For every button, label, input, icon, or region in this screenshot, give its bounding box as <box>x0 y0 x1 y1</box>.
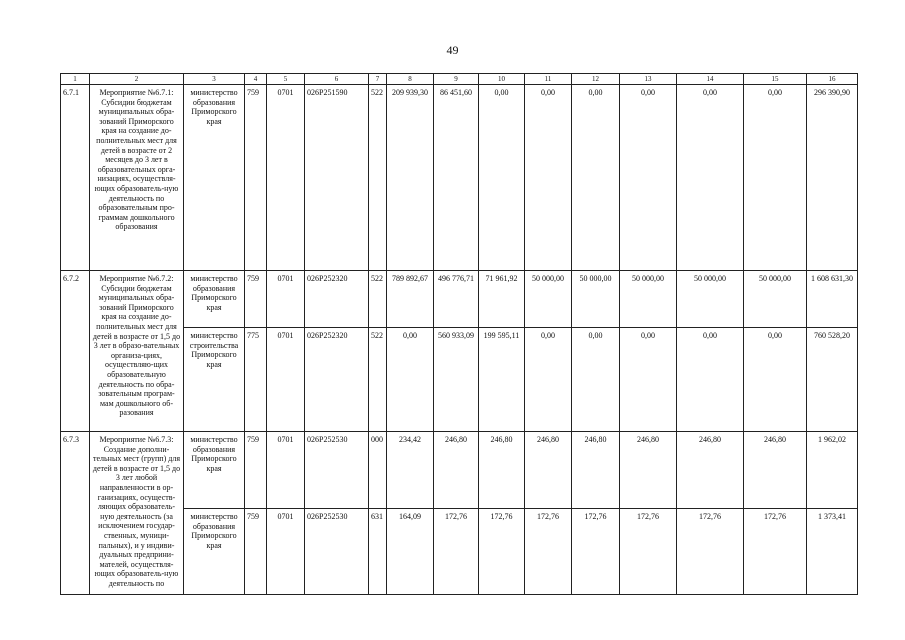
target-article-code: 026P252530 <box>305 432 369 509</box>
year-value: 71 961,92 <box>479 271 525 328</box>
executor-name: министерство образования Приморского края <box>184 432 245 509</box>
section-code: 0701 <box>267 432 305 509</box>
year-value: 172,76 <box>572 509 620 595</box>
col-num-8: 8 <box>387 74 434 85</box>
executor-name: министерство образования Приморского края <box>184 85 245 271</box>
target-article-code: 026P251590 <box>305 85 369 271</box>
col-num-7: 7 <box>369 74 387 85</box>
year-value: 0,00 <box>677 85 744 271</box>
year-value: 560 933,09 <box>434 328 479 432</box>
year-value: 246,80 <box>677 432 744 509</box>
col-num-2: 2 <box>90 74 184 85</box>
table-row <box>61 271 858 328</box>
year-value: 50 000,00 <box>525 271 572 328</box>
page-number: 49 <box>446 43 459 57</box>
executor-name: министерство образования Приморского края <box>184 509 245 595</box>
year-value: 234,42 <box>387 432 434 509</box>
year-value: 172,76 <box>677 509 744 595</box>
col-num-15: 15 <box>744 74 807 85</box>
year-value: 172,76 <box>479 509 525 595</box>
year-value: 496 776,71 <box>434 271 479 328</box>
year-value: 164,09 <box>387 509 434 595</box>
year-value: 246,80 <box>479 432 525 509</box>
section-code: 0701 <box>267 509 305 595</box>
year-value: 246,80 <box>572 432 620 509</box>
year-value: 246,80 <box>620 432 677 509</box>
target-article-code: 026P252320 <box>305 328 369 432</box>
measure-name: Мероприятие №6.7.1: Субсидии бюджетам муниципальных обра-зований Приморского края на создание до-полнительных мест для детей в возрасте от 2 месяцев до 3 лет в образовательных орга-низациях, осуществля-ющих образователь-ную деятельность по образовательным про-граммам дошкольного образования <box>90 85 184 271</box>
measure-number: 6.7.1 <box>61 85 90 271</box>
measure-number: 6.7.3 <box>61 432 90 595</box>
expense-type-code: 522 <box>369 328 387 432</box>
year-value: 0,00 <box>479 85 525 271</box>
col-num-14: 14 <box>677 74 744 85</box>
expense-type-code: 522 <box>369 271 387 328</box>
col-num-12: 12 <box>572 74 620 85</box>
col-num-1: 1 <box>61 74 90 85</box>
ministry-code: 759 <box>245 271 267 328</box>
table-row <box>61 432 858 509</box>
total-value: 1 373,41 <box>807 509 858 595</box>
year-value: 0,00 <box>620 85 677 271</box>
expense-type-code: 631 <box>369 509 387 595</box>
year-value: 199 595,11 <box>479 328 525 432</box>
year-value: 789 892,67 <box>387 271 434 328</box>
year-value: 50 000,00 <box>677 271 744 328</box>
year-value: 0,00 <box>525 85 572 271</box>
year-value: 50 000,00 <box>744 271 807 328</box>
year-value: 172,76 <box>620 509 677 595</box>
target-article-code: 026P252320 <box>305 271 369 328</box>
ministry-code: 775 <box>245 328 267 432</box>
year-value: 0,00 <box>525 328 572 432</box>
section-code: 0701 <box>267 271 305 328</box>
target-article-code: 026P252530 <box>305 509 369 595</box>
year-value: 209 939,30 <box>387 85 434 271</box>
column-number-row <box>61 74 858 85</box>
ministry-code: 759 <box>245 432 267 509</box>
year-value: 50 000,00 <box>620 271 677 328</box>
year-value: 0,00 <box>744 85 807 271</box>
year-value: 172,76 <box>525 509 572 595</box>
year-value: 246,80 <box>434 432 479 509</box>
year-value: 0,00 <box>677 328 744 432</box>
col-num-11: 11 <box>525 74 572 85</box>
col-num-13: 13 <box>620 74 677 85</box>
section-code: 0701 <box>267 85 305 271</box>
col-num-9: 9 <box>434 74 479 85</box>
year-value: 0,00 <box>744 328 807 432</box>
ministry-code: 759 <box>245 85 267 271</box>
year-value: 0,00 <box>572 328 620 432</box>
measure-number: 6.7.2 <box>61 271 90 432</box>
total-value: 1 962,02 <box>807 432 858 509</box>
total-value: 296 390,90 <box>807 85 858 271</box>
col-num-16: 16 <box>807 74 858 85</box>
total-value: 760 528,20 <box>807 328 858 432</box>
year-value: 172,76 <box>434 509 479 595</box>
total-value: 1 608 631,30 <box>807 271 858 328</box>
measure-name: Мероприятие №6.7.3: Создание дополни-тельных мест (групп) для детей в возрасте от 1,5 до 3 лет любой направленности в ор-ганизациях, осуществ-ляющих образователь-ную деятельность (за исключением государ-ственных, муници-пальных), и у индиви-дуальных предприни-мателей, осуществля-ющих образователь-ную деятельность по <box>90 432 184 595</box>
expense-type-code: 522 <box>369 85 387 271</box>
col-num-10: 10 <box>479 74 525 85</box>
year-value: 50 000,00 <box>572 271 620 328</box>
table-row <box>61 85 858 271</box>
executor-name: министерство образования Приморского края <box>184 271 245 328</box>
ministry-code: 759 <box>245 509 267 595</box>
year-value: 246,80 <box>525 432 572 509</box>
col-num-6: 6 <box>305 74 369 85</box>
budget-table <box>60 73 858 595</box>
expense-type-code: 000 <box>369 432 387 509</box>
year-value: 0,00 <box>387 328 434 432</box>
year-value: 172,76 <box>744 509 807 595</box>
year-value: 0,00 <box>572 85 620 271</box>
col-num-3: 3 <box>184 74 245 85</box>
col-num-4: 4 <box>245 74 267 85</box>
year-value: 0,00 <box>620 328 677 432</box>
year-value: 86 451,60 <box>434 85 479 271</box>
measure-name: Мероприятие №6.7.2: Субсидии бюджетам муниципальных обра-зований Приморского края на создание до-полнительных мест для детей в возрасте от 1,5 до 3 лет в образо-вательных организа-циях, осуществляю-щих образовательную деятельность по обра-зовательным програм-мам дошкольного об-разования <box>90 271 184 432</box>
executor-name: министерство строительства Приморского края <box>184 328 245 432</box>
col-num-5: 5 <box>267 74 305 85</box>
section-code: 0701 <box>267 328 305 432</box>
year-value: 246,80 <box>744 432 807 509</box>
